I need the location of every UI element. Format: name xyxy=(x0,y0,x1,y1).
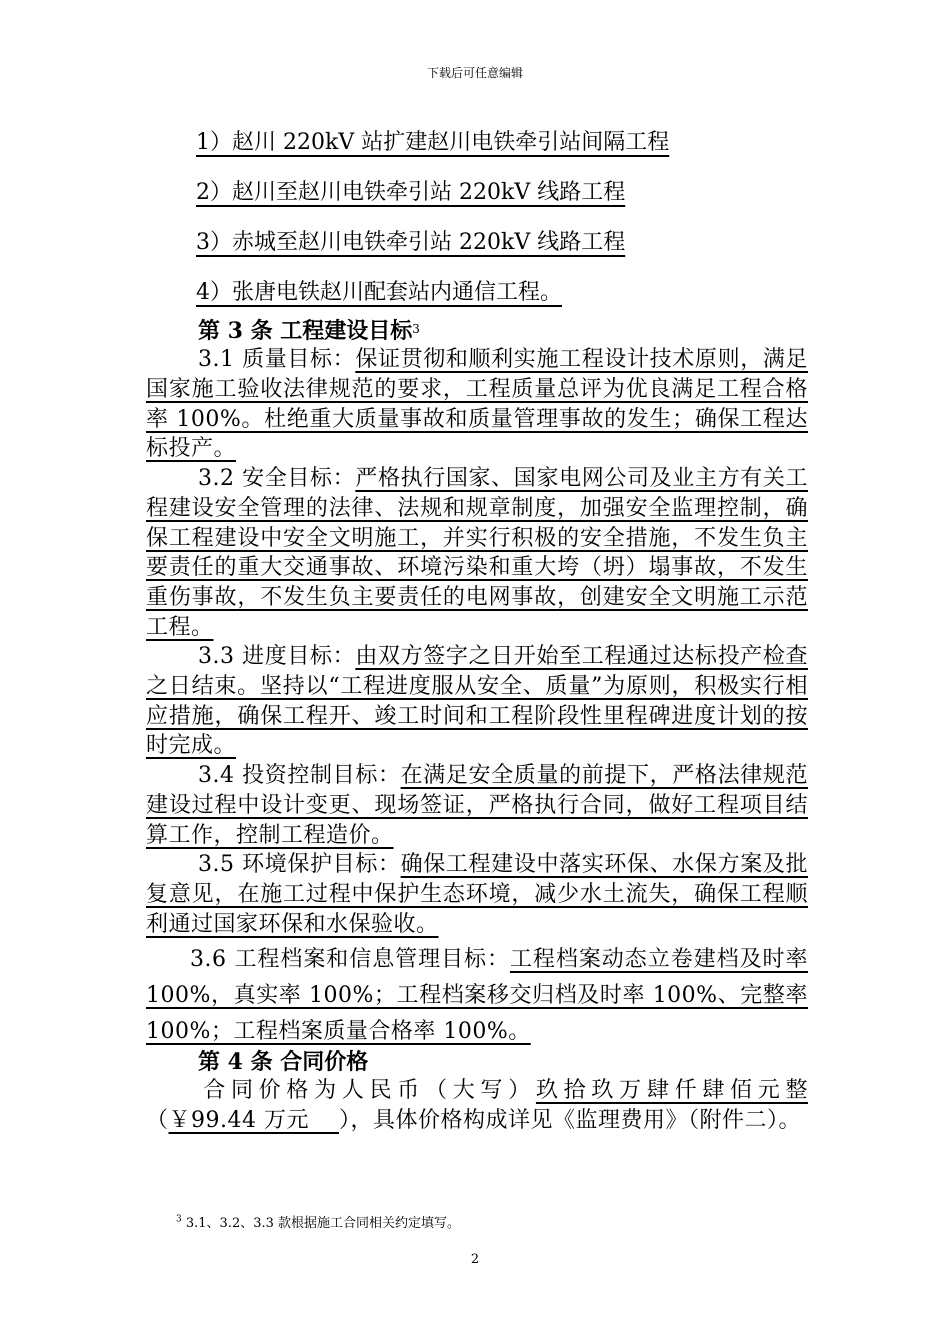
goal-investment-text: 在满足安全质量的前提下，严格法律规范建设过程中设计变更、现场签证，严格执行合同，做好工程项目结算工作，控制工程造价。 xyxy=(146,763,808,848)
price-open-paren: （ xyxy=(146,1107,169,1133)
price-amount-words: 玖拾玖万肆仟肆佰元整 xyxy=(535,1078,808,1103)
article-3-title-text: 第 3 条 工程建设目标 xyxy=(198,318,413,344)
price-suffix: ），具体价格构成详见《监理费用》（附件二）。 xyxy=(338,1107,801,1133)
article-3-title xyxy=(198,316,420,346)
goal-archives-label: 3.6 工程档案和信息管理目标： xyxy=(190,947,510,972)
price-amount-figure: ￥99.44 万元 xyxy=(168,1107,339,1133)
goal-quality-label: 3.1 质量目标： xyxy=(198,347,356,372)
goal-environment-text: 确保工程建设中落实环保、水保方案及批复意见，在施工过程中保护生态环境，减少水土流失，确保工程顺利通过国家环保和水保验收。 xyxy=(146,852,808,937)
project-item-3: 3）赤城至赵川电铁牵引站 220kV 线路工程 xyxy=(196,230,626,255)
goal-archives xyxy=(146,942,808,1050)
goal-schedule-text: 由双方签字之日开始至工程通过达标投产检查之日结束。坚持以“工程进度服从安全、质量”为原则，积极实行相应措施，确保工程开、竣工时间和工程阶段性里程碑进度计划的按时完成。 xyxy=(146,644,808,759)
goal-safety-text: 严格执行国家、国家电网公司及业主方有关工程建设安全管理的法律、法规和规章制度，加强安全监理控制，确保工程建设中安全文明施工，并实行积极的安全措施，不发生负主要责任的重大交通事故、环境污染和重大垮（坍）塌事故，不发生重伤事故，不发生负主要责任的电网事故，创建安全文明施工示范工程。 xyxy=(146,466,808,640)
goal-investment xyxy=(146,761,808,850)
footnote-mark: 3 xyxy=(176,1214,182,1225)
project-item-2: 2）赵川至赵川电铁牵引站 220kV 线路工程 xyxy=(196,180,626,205)
page-header: 下载后可任意编辑 xyxy=(426,66,523,80)
article-4-title: 第 4 条 合同价格 xyxy=(198,1049,369,1075)
footnote xyxy=(176,1212,460,1231)
footnote-reference: 3 xyxy=(412,322,420,336)
project-item-4: 4）张唐电铁赵川配套站内通信工程。 xyxy=(196,280,562,305)
project-item-1: 1）赵川 220kV 站扩建赵川电铁牵引站间隔工程 xyxy=(196,130,670,155)
price-prefix: 合同价格为人民币（大写） xyxy=(198,1078,536,1103)
page-number: 2 xyxy=(470,1252,480,1267)
footnote-text: 3.1、3.2、3.3 款根据施工合同相关约定填写。 xyxy=(185,1216,461,1231)
goal-schedule xyxy=(146,642,808,761)
goal-safety xyxy=(146,464,808,643)
goal-investment-label: 3.4 投资控制目标： xyxy=(198,763,401,788)
goal-schedule-label: 3.3 进度目标： xyxy=(198,644,356,669)
goal-quality xyxy=(146,345,808,464)
goal-quality-text: 保证贯彻和顺利实施工程设计技术原则，满足国家施工验收法律规范的要求，工程质量总评为优良满足工程合格率 100%。杜绝重大质量事故和质量管理事故的发生；确保工程达标投产。 xyxy=(146,347,808,462)
goal-environment xyxy=(146,850,808,939)
goal-archives-text: 工程档案动态立卷建档及时率 100%，真实率 100%；工程档案移交归档及时率 100%、完整率 100%；工程档案质量合格率 100%。 xyxy=(146,947,808,1044)
contract-price xyxy=(146,1076,808,1136)
goal-environment-label: 3.5 环境保护目标： xyxy=(198,852,401,877)
goal-safety-label: 3.2 安全目标： xyxy=(198,466,356,491)
